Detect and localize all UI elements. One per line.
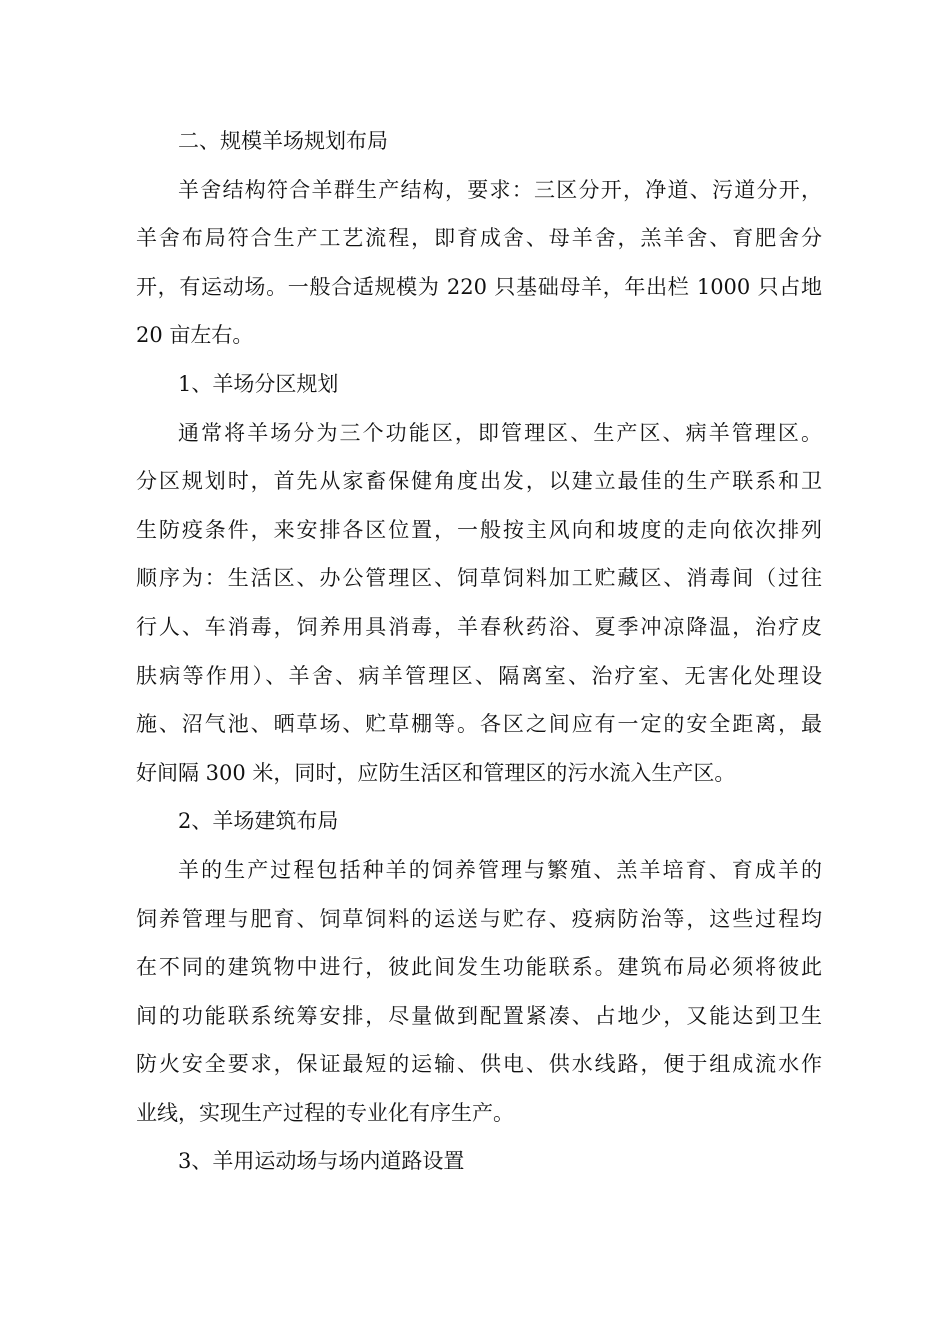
paragraph-line: 业线，实现生产过程的专业化有序生产。 <box>136 1100 514 1125</box>
paragraph-line: 生防疫条件，来安排各区位置，一般按主风向和坡度的走向依次排列 <box>136 517 822 542</box>
paragraph-line: 行人、车消毒，饲养用具消毒，羊春秋药浴、夏季冲凉降温，治疗皮 <box>136 614 822 639</box>
subsection-title: 3、羊用运动场与场内道路设置 <box>178 1149 465 1174</box>
paragraph-line: 防火安全要求，保证最短的运输、供电、供水线路，便于组成流水作 <box>136 1052 822 1077</box>
paragraph-line: 饲养管理与肥育、饲草饲料的运送与贮存、疫病防治等，这些过程均 <box>136 906 822 931</box>
paragraph-line: 肤病等作用）、羊舍、病羊管理区、隔离室、治疗室、无害化处理设 <box>136 663 822 688</box>
paragraph-line: 羊舍结构符合羊群生产结构，要求：三区分开，净道、污道分开， <box>178 177 822 202</box>
subsection-title: 1、羊场分区规划 <box>178 371 339 396</box>
paragraph-line: 通常将羊场分为三个功能区，即管理区、生产区、病羊管理区。 <box>178 420 822 445</box>
section-heading: 二、规模羊场规划布局 <box>178 129 388 153</box>
paragraph-line: 羊舍布局符合生产工艺流程，即育成舍、母羊舍，羔羊舍、育肥舍分 <box>136 226 822 251</box>
document-page <box>136 117 822 1186</box>
paragraph-line: 分区规划时，首先从家畜保健角度出发，以建立最佳的生产联系和卫 <box>136 469 822 494</box>
paragraph-line: 间的功能联系统筹安排，尽量做到配置紧凑、占地少，又能达到卫生 <box>136 1003 822 1028</box>
paragraph-line: 在不同的建筑物中进行，彼此间发生功能联系。建筑布局必须将彼此 <box>136 955 822 980</box>
paragraph-line: 顺序为：生活区、办公管理区、饲草饲料加工贮藏区、消毒间（过往 <box>136 566 822 591</box>
paragraph-line: 好间隔 300 米，同时，应防生活区和管理区的污水流入生产区。 <box>136 760 736 785</box>
paragraph-line: 羊的生产过程包括种羊的饲养管理与繁殖、羔羊培育、育成羊的 <box>178 857 822 882</box>
subsection-title: 2、羊场建筑布局 <box>178 809 339 834</box>
paragraph-line: 开，有运动场。一般合适规模为 220 只基础母羊，年出栏 1000 只占地 <box>136 274 822 299</box>
paragraph-line: 20 亩左右。 <box>136 323 254 348</box>
paragraph-line: 施、沼气池、晒草场、贮草棚等。各区之间应有一定的安全距离，最 <box>136 712 822 737</box>
